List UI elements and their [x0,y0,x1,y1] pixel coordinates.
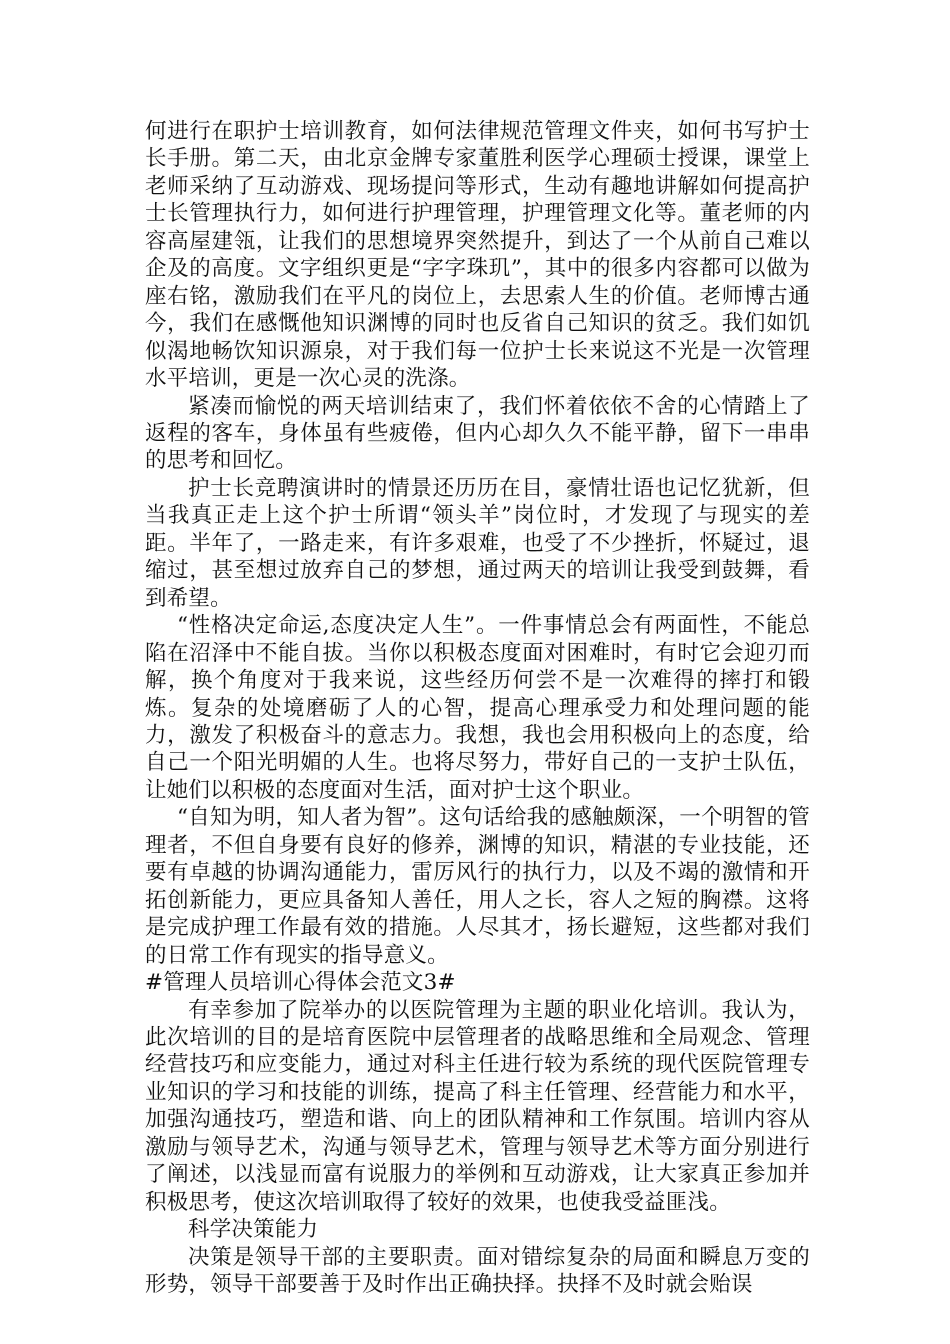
paragraph-self-knowledge: “自知为明，知人者为智”。这句话给我的感触颇深，一个明智的管理者，不但自身要有良好的修养，渊博的知识，精湛的专业技能，还要有卓越的协调沟通能力，雷厉风行的执行力，以及不竭的激情和开拓创新能力，更应具备知人善任，用人之长，容人之短的胸襟。这将是完成护理工作最有效的措施。人尽其才，扬长避短，这些都对我们的日常工作有现实的指导意义。 [145,805,810,968]
section-heading-decision-making: 科学决策能力 [188,1217,319,1243]
document-body [145,118,810,1298]
section-heading-sample-3: #管理人员培训心得体会范文3# [145,970,456,996]
paragraph-head-nurse-reflection: 护士长竞聘演讲时的情景还历历在目，豪情壮语也记忆犹新，但当我真正走上这个护士所谓“领头羊”岗位时，才发现了与现实的差距。半年了，一路走来，有许多艰难，也受了不少挫折，怀疑过，退缩过，甚至想过放弃自己的梦想，通过两天的培训让我受到鼓舞，看到希望。 [145,475,810,611]
paragraph-training-end: 紧凑而愉悦的两天培训结束了，我们怀着依依不舍的心情踏上了返程的客车，身体虽有些疲倦，但内心却久久不能平静，留下一串串的思考和回忆。 [145,393,810,474]
paragraph-hospital-management-training: 有幸参加了院举办的以医院管理为主题的职业化培训。我认为，此次培训的目的是培育医院中层管理者的战略思维和全局观念、管理经营技巧和应变能力，通过对科主任进行较为系统的现代医院管理专业知识的学习和技能的训练，提高了科主任管理、经营能力和水平，加强沟通技巧，塑造和谐、向上的团队精神和工作氛围。培训内容从激励与领导艺术，沟通与领导艺术，管理与领导艺术等方面分别进行了阐述，以浅显而富有说服力的举例和互动游戏，让大家真正参加并积极思考，使这次培训取得了较好的效果，也使我受益匪浅。 [145,997,810,1215]
paragraph-training-content: 何进行在职护士培训教育，如何法律规范管理文件夹，如何书写护士长手册。第二天，由北京金牌专家董胜利医学心理硕士授课，课堂上老师采纳了互动游戏、现场提问等形式，生动有趣地讲解如何提高护士长管理执行力，如何进行护理管理，护理管理文化等。董老师的内容高屋建瓴，让我们的思想境界突然提升，到达了一个从前自己难以企及的高度。文字组织更是“字字珠玑”，其中的很多内容都可以做为座右铭，激励我们在平凡的岗位上，去思索人生的价值。老师博古通今，我们在感慨他知识渊博的同时也反省自己知识的贫乏。我们如饥似渴地畅饮知识源泉，对于我们每一位护士长来说这不光是一次管理水平培训，更是一次心灵的洗涤。 [145,119,810,392]
paragraph-character-destiny: “性格决定命运,态度决定人生”。一件事情总会有两面性，不能总陷在沼泽中不能自拔。当你以积极态度面对困难时，有时它会迎刃而解，换个角度对于我来说，这些经历何尝不是一次难得的摔打和锻炼。复杂的处境磨砺了人的心智，提高心理承受力和处理问题的能力，激发了积极奋斗的意志力。我想，我也会用积极向上的态度，给自己一个阳光明媚的人生。也将尽努力，带好自己的一支护士队伍，让她们以积极的态度面对生活，面对护士这个职业。 [145,613,810,803]
paragraph-decision-making: 决策是领导干部的主要职责。面对错综复杂的局面和瞬息万变的形势，领导干部要善于及时作出正确抉择。抉择不及时就会贻误 [145,1244,810,1298]
